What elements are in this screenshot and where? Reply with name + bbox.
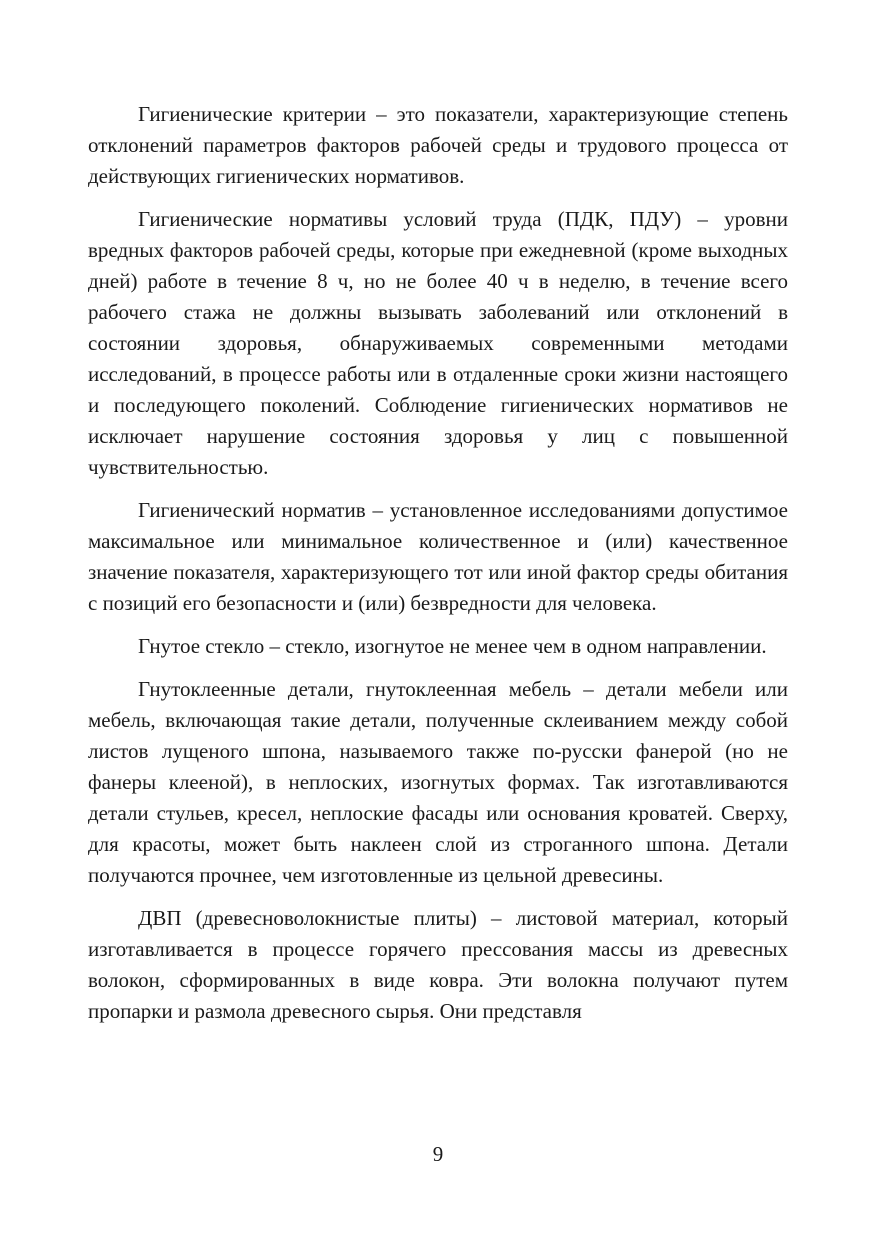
paragraph-bent-glass: Гнутое стекло – стекло, изогнутое не менее чем в одном направлении. xyxy=(138,634,767,658)
paragraph-hygienic-norm: Гигиенический норматив – установленное исследованиями допустимое максимальное или минимальное количественное и (или) качественное значение показателя, характеризующего тот или иной фактор среды обитания с позиций его безопасности и (или) безвредности для человека. xyxy=(88,498,788,615)
paragraph-fiberboard: ДВП (древесноволокнистые плиты) – листовой материал, который изготавливается в процессе горячего прессования массы из древесных волокон, сформированных в виде ковра. Эти волокна получают путем пропарки и размола древесного сырья. Они представля xyxy=(88,906,788,1023)
page-number: 9 xyxy=(432,1142,444,1166)
page-body xyxy=(88,99,788,1039)
paragraph-hygienic-norms-working-conditions: Гигиенические нормативы условий труда (ПДК, ПДУ) – уровни вредных факторов рабочей среды, которые при ежедневной (кроме выходных дней) работе в течение 8 ч, но не более 40 ч в неделю, в течение всего рабочего стажа не должны вызывать заболеваний или отклонений в состоянии здоровья, обнаруживаемых современными методами исследований, в процессе работы или в отдаленные сроки жизни настоящего и последующего поколений. Соблюдение гигиенических нормативов не исключает нарушение состояния здоровья у лиц с повышенной чувствительностью. xyxy=(88,207,788,479)
paragraph-hygienic-criteria: Гигиенические критерии – это показатели, характеризующие степень отклонений параметров факторов рабочей среды и трудового процесса от действующих гигиенических нормативов. xyxy=(88,102,788,188)
paragraph-bent-glued-parts: Гнутоклеенные детали, гнутоклеенная мебель – детали мебели или мебель, включающая такие детали, полученные склеиванием между собой листов лущеного шпона, называемого также по-русски фанерой (но не фанеры клееной), в неплоских, изогнутых формах. Так изготавливаются детали стульев, кресел, неплоские фасады или основания кроватей. Сверху, для красоты, может быть наклеен слой из строганного шпона. Детали получаются прочнее, чем изготовленные из цельной древесины. xyxy=(88,677,788,887)
